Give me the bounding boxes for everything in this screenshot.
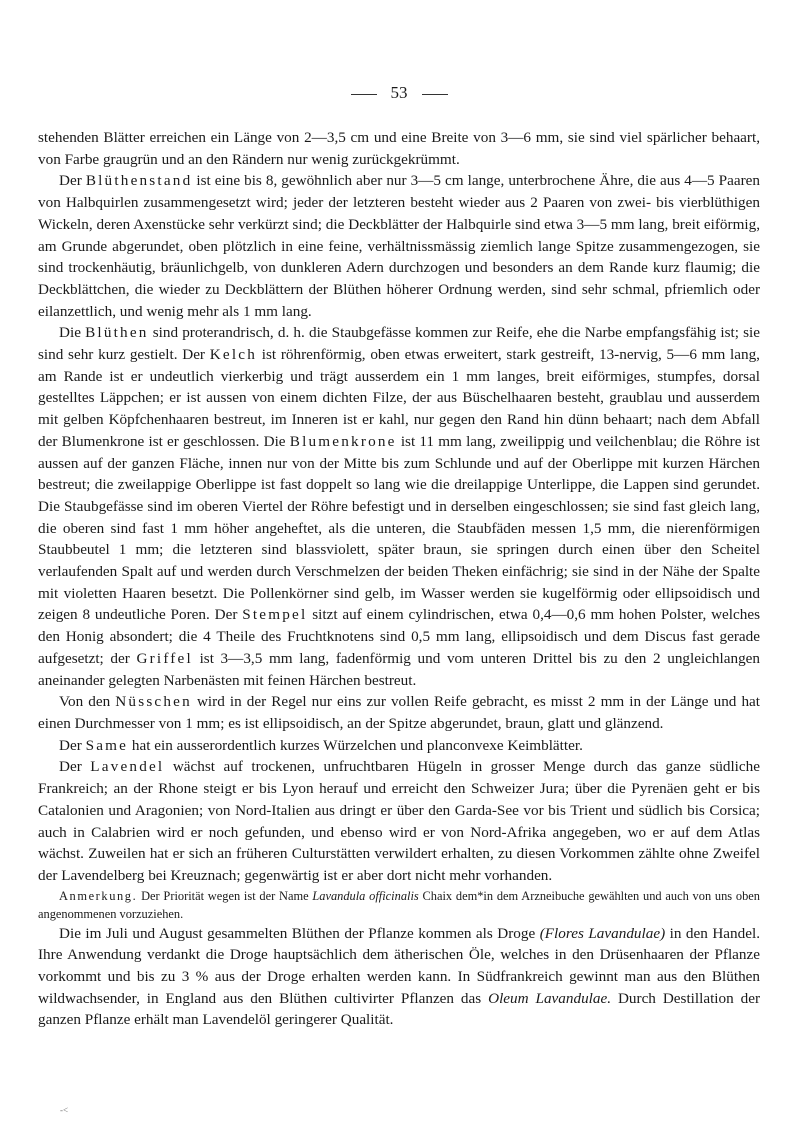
footnote-paragraph bbox=[38, 887, 760, 923]
text-run: ist 11 mm lang, zweilippig und veilchenblau; die Röhre ist aussen auf der ganzen Fläche, innen nur von der Mitte bis zum Schlunde und auf der Oberlippe mit kurzen Härchen bestreut; die zweilappige Oberlippe ist fast doppelt so lang wie die dreilappige Unterlippe, die Lappen sind gerundet. Die Staubgefässe sind im oberen Viertel der Röhre befestigt und in derselben eingeschlossen; sie sind fast gleich lang, die oberen sind fast 1 mm höher angeheftet, als die unteren, die Staubfäden messen 1,5 mm, die nierenförmigen Staubbeutel 1 mm; die letzteren sind blassviolett, später braun, sie springen durch einen über den Scheitel verlaufenden Spalt auf und werden durch Verschmelzen der beiden Theken einfächrig; sie sind in der Nähe der Spalte mit violetten Haaren besetzt. Die Pollenkörner sind gelb, im Wasser werden sie kugelförmig oder ellipsoidisch und zeigen 8 undeutliche Poren. Der bbox=[38, 432, 760, 624]
body-paragraph bbox=[38, 923, 760, 1032]
text-run: sind proterandrisch, d. h. die Staubgefässe kommen zur Reife, ehe die Narbe empfangsfähig ist; sie sind sehr kurz gestielt. Der bbox=[38, 324, 760, 364]
page-number-dash-left bbox=[351, 94, 377, 95]
italic-text: Oleum Lavandulae. bbox=[488, 989, 612, 1007]
page-footer-mark: -< bbox=[60, 1105, 69, 1115]
body-paragraph bbox=[38, 322, 760, 691]
spaced-term: Lavendel bbox=[90, 758, 165, 776]
italic-text: Lavandula officinalis bbox=[312, 888, 419, 903]
spaced-term: Anmerkung. bbox=[59, 888, 138, 903]
text-run: ist 3—3,5 mm lang, fadenförmig und vom unteren Drittel bis zu den 2 ungleichlangen aneinander gelegten Narbenästen mit feinen Härchen bestreut. bbox=[38, 649, 761, 689]
page-number-dash-right bbox=[422, 94, 448, 95]
text-run: Der bbox=[59, 736, 86, 754]
spaced-term: Stempel bbox=[242, 606, 308, 624]
text-run: Von den bbox=[59, 693, 116, 711]
text-run: Der bbox=[59, 758, 91, 776]
text-run: Die bbox=[59, 324, 86, 342]
page-number-line bbox=[38, 0, 760, 104]
body-paragraph bbox=[38, 735, 760, 757]
text-run: Der bbox=[59, 172, 86, 190]
body-paragraph bbox=[38, 756, 760, 886]
text-run: stehenden Blätter erreichen ein Länge von 2—3,5 cm und eine Breite von 3—6 mm, sie sind viel spärlicher behaart, von Farbe graugrün und an den Rändern nur wenig zurückgekrümmt. bbox=[38, 129, 760, 168]
spaced-term: Griffel bbox=[136, 649, 193, 667]
spaced-term: Blüthen bbox=[85, 324, 149, 342]
text-run: ist eine bis 8, gewöhnlich aber nur 3—5 cm lange, unterbrochene Ähre, die aus 4—5 Paaren von Halbquirlen zusammengesetzt wird; jeder der letzteren besteht wieder aus 2 Paaren von zwei- bis vierblüthigen Wickeln, deren Axenstücke sehr verkürzt sind; die Deckblätter der Halbquirle sind etwa 3—5 mm lang, breit eiförmig, am Grunde abgerundet, oben plötzlich in eine feine, verhältnissmässig ziemlich lange Spitze zusammengezogen, sie sind trockenhäutig, bräunlichgelb, von dunkleren Adern durchzogen und besonders an dem Rande kurz flaumig; die Deckblättchen, die wieder zu Deckblättern der Blüthen höherer Ordnung werden, sind sehr schmal, pfriemlich oder eilanzettlich, und wenig mehr als 1 mm lang. bbox=[38, 172, 760, 320]
spaced-term: Kelch bbox=[209, 346, 257, 364]
text-run: wird in der Regel nur eins zur vollen Reife gebracht, es misst 2 mm in der Länge und hat einen Durchmesser von 1 mm; es ist ellipsoidisch, an der Spitze abgerundet, braun, glatt und glänzend. bbox=[38, 693, 760, 732]
text-run: in den Handel. Ihre Anwendung verdankt die Droge hauptsächlich dem ätherischen Öle, welches in den Drüsenhaaren der Pflanze vorkommt und bis zu 3 % aus der Droge erhalten werden kann. In Südfrankreich gewinnt man aus den Blüthen wildwachsender, in England aus den Blüthen cultivirter Pflanzen das bbox=[38, 924, 760, 1007]
page-number: 53 bbox=[390, 83, 408, 102]
text-run: wächst auf trockenen, unfruchtbaren Hügeln in grosser Menge durch das ganze südliche Frankreich; an der Rhone steigt er bis Lyon herauf und erreicht den Schweizer Jura; über die Pyrenäen geht er bis Catalonien und Aragonien; von Nord-Italien aus dringt er über den Garda-See vor bis Trient und südlich bis Corsica; auch in Calabrien wird er noch gefunden, und ebenso wird er von Nord-Afrika angegeben, wo er auf dem Atlas wächst. Zuweilen hat er sich an früheren Culturstätten verwildert erhalten, zu diesen Vorkommen zählte ohne Zweifel der Lavendelberg bei Kreuznach; gegenwärtig ist er aber dort nicht mehr vorhanden. bbox=[38, 758, 760, 884]
spaced-term: Blüthenstand bbox=[85, 172, 193, 190]
text-run: hat ein ausserordentlich kurzes Würzelchen und planconvexe Keimblätter. bbox=[128, 736, 583, 754]
text-run: Der Priorität wegen ist der Name bbox=[137, 888, 313, 903]
body-paragraph bbox=[38, 691, 760, 734]
spaced-term: Blumenkrone bbox=[289, 432, 397, 450]
document-body bbox=[38, 127, 760, 1031]
spaced-term: Same bbox=[85, 736, 129, 754]
text-run: Die im Juli und August gesammelten Blüthen der Pflanze kommen als Droge bbox=[59, 924, 540, 942]
text-run: Durch Destillation der ganzen Pflanze erhält man Lavendelöl geringerer Qualität. bbox=[38, 989, 761, 1029]
body-paragraph bbox=[38, 127, 760, 170]
text-run: Chaix dem*in dem Arzneibuche gewählten und auch von uns oben angenommenen vorzuziehen. bbox=[38, 888, 760, 921]
text-run: sitzt auf einem cylindrischen, etwa 0,4—0,6 mm hohen Polster, welches den Honig absondert; die 4 Theile des Fruchtknotens sind 0,5 mm lang, ellipsoidisch und dem Discus fast gerade aufgesetzt; der bbox=[38, 606, 760, 667]
italic-text: (Flores Lavandulae) bbox=[539, 924, 666, 942]
spaced-term: Nüsschen bbox=[115, 693, 192, 711]
text-run: ist röhrenförmig, oben etwas erweitert, stark gestreift, 13-nervig, 5—6 mm lang, am Rande ist er undeutlich vierkerbig und trägt ausserdem ein 1 mm langes, breit eiförmiges, stumpfes, dorsal gestelltes Läppchen; er ist aussen von einem dichten Filze, der aus Büschelhaaren besteht, graublau und ausserdem mit gelben Köpfchenhaaren bestreut, im Inneren ist er kahl, nur gegen den Rand hin dünn behaart; nach dem Abfall der Blumenkrone ist er geschlossen. Die bbox=[38, 346, 760, 450]
body-paragraph bbox=[38, 170, 760, 322]
